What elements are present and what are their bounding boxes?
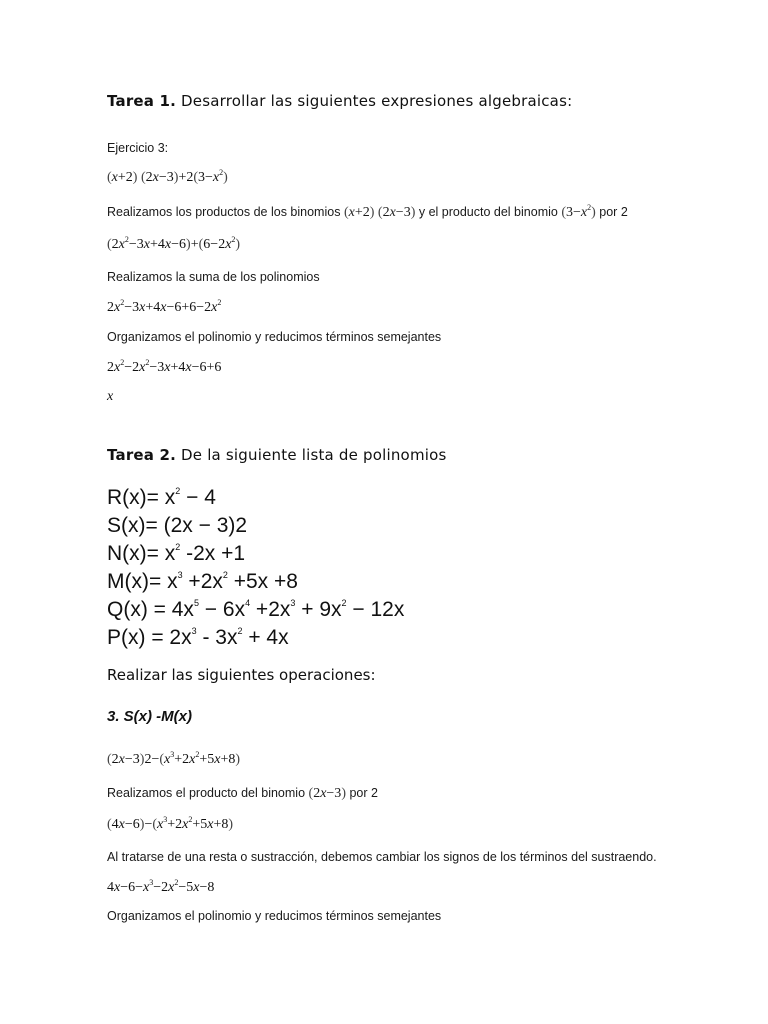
polynomial-q: $Q(x) = 4x^5 - 6x^4 +2x^3 + 9x^2 - 12x$ — [107, 598, 405, 621]
note-organize-2: Organizamos el polinomio y reducimos términos semejantes — [107, 909, 442, 923]
ejercicio-label: Ejercicio 3: — [107, 141, 169, 155]
expression-1: (x+2) $(2x-3)+2(3-x^2)$ — [107, 168, 228, 185]
expression-5: $(2x-3)2-(x^3+2x^2+5x+8)$ — [107, 750, 241, 767]
note-organize-1: Organizamos el polinomio y reducimos términos semejantes — [107, 330, 442, 344]
tarea1-heading — [107, 92, 572, 110]
expression-7: $4x-6-x^3-2x^2-5x-8$ — [107, 878, 215, 895]
expression-4: $2x^2-2x^2-3x+4x-6+6$ — [107, 358, 222, 375]
operations-heading: Realizar las siguientes operaciones: — [107, 666, 376, 684]
polynomial-n: $N(x)= x^2$ -2x +1 — [107, 542, 246, 565]
tarea2-text: De la siguiente lista de polinomios — [181, 446, 447, 464]
expression-6: $(4x-6)-(x^3+2x^2+5x+8)$ — [107, 815, 234, 832]
operation-3-title: 3. S(x) -M(x) — [107, 708, 193, 725]
note-products: Realizamos los productos de los binomios (x+2) (2x−3) y el producto del binomio $(3-x^2)$ por 2 — [107, 203, 628, 220]
note-sum: Realizamos la suma de los polinomios — [107, 270, 320, 284]
polynomial-m: $M(x)= x^3 +2x^2 +5x +8$ — [107, 570, 298, 593]
note-subtraction: Al tratarse de una resta o sustracción, debemos cambiar los signos de los términos del sustraendo. — [107, 850, 657, 864]
polynomial-p: $P(x) = 2x^3 - 3x^2 + 4x$ — [107, 626, 289, 649]
expression-3: $2x^2-3x+4x-6+6-2x^2$ — [107, 298, 222, 315]
tarea2-label: Tarea 2. — [107, 446, 177, 464]
expression-result: x — [107, 389, 114, 404]
expression-2: $(2x^2-3x+4x-6)+(6-2x^2)$ — [107, 235, 241, 252]
tarea1-label: Tarea 1. — [107, 92, 177, 110]
polynomial-s: S(x)= (2x − 3)2 — [107, 514, 248, 537]
polynomial-r: $R(x)= x^2 - 4$ — [107, 486, 216, 509]
note-binomial-product: Realizamos el producto del binomio (2x−3) por 2 — [107, 786, 378, 801]
tarea2-heading — [107, 446, 447, 464]
tarea1-text: Desarrollar las siguientes expresiones algebraicas: — [181, 92, 573, 110]
